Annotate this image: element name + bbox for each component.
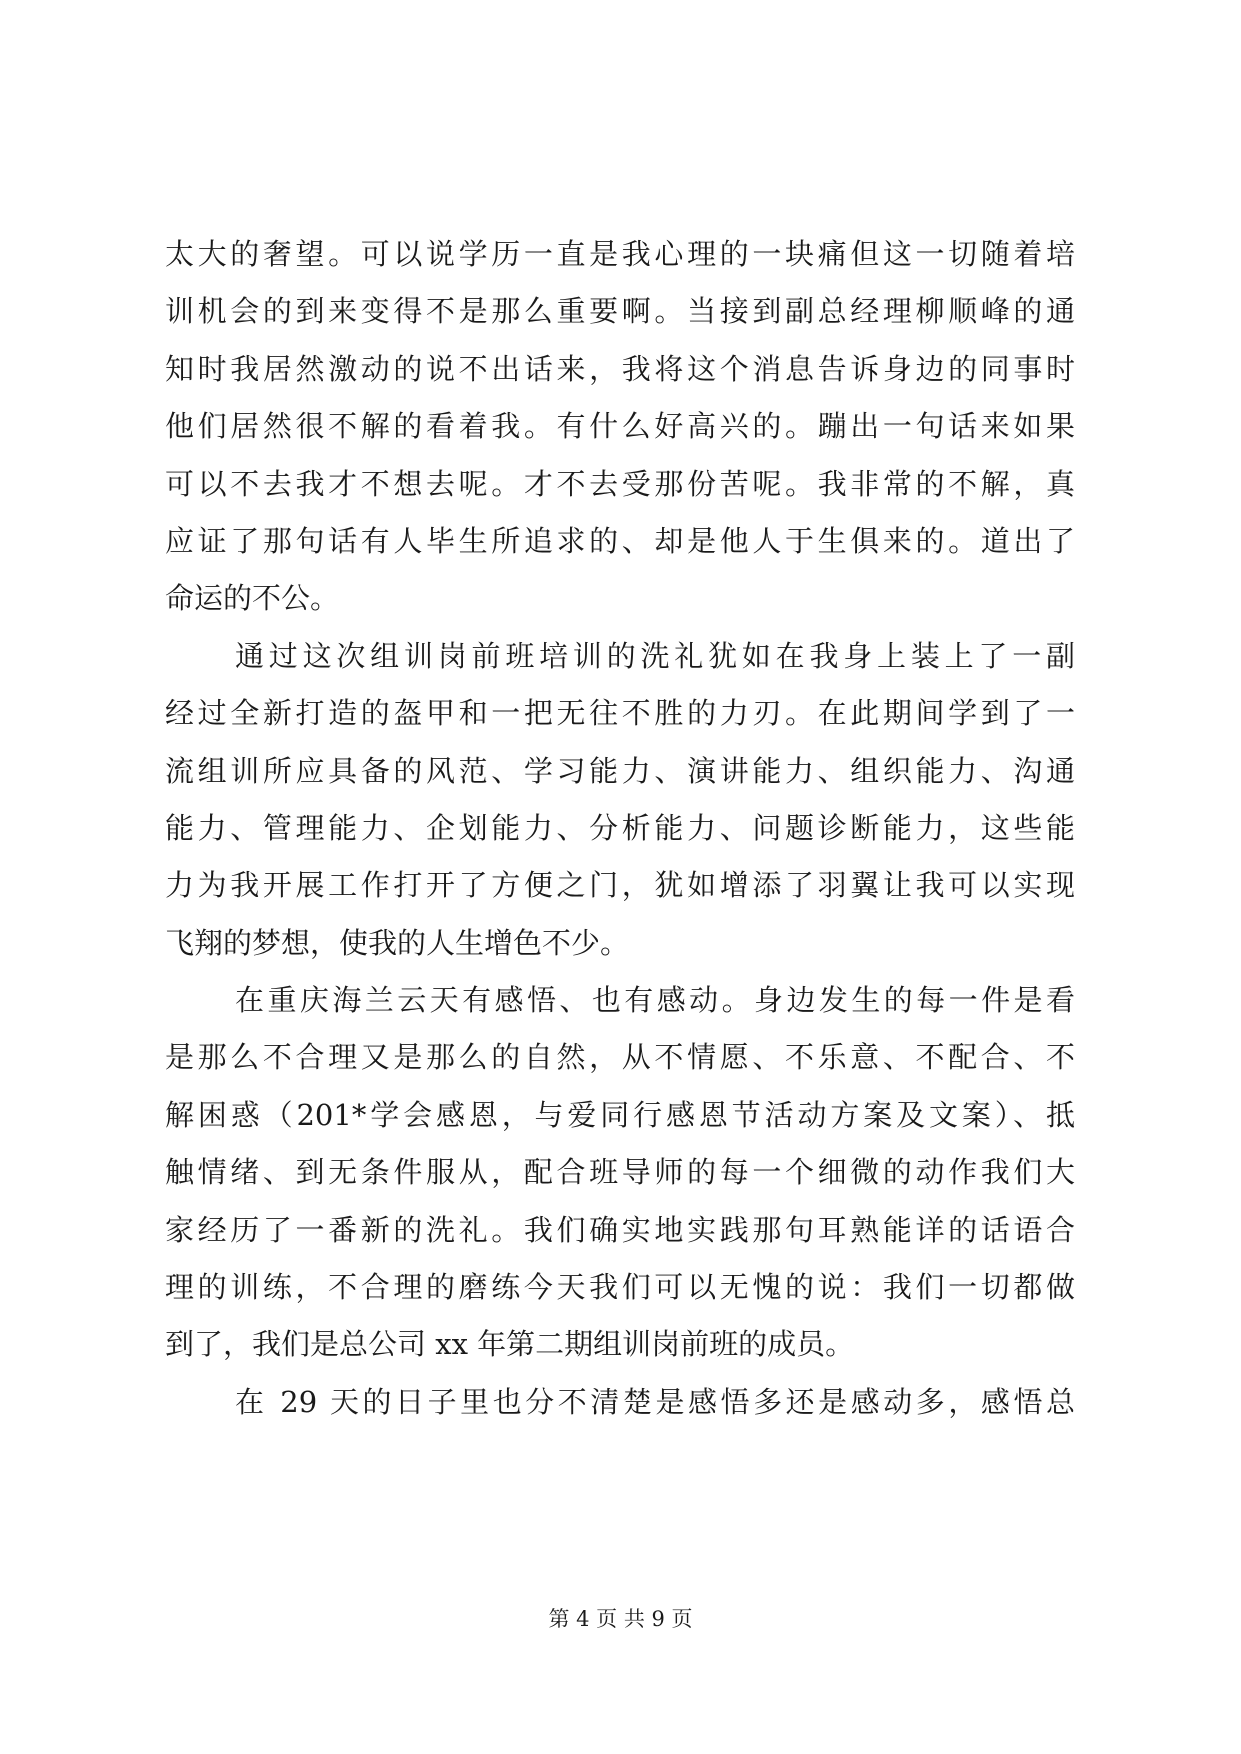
paragraph-2-line-5: 力为我开展工作打开了方便之门，犹如增添了羽翼让我可以实现 [165, 868, 1075, 903]
page-number-footer: 第 4 页 共 9 页 [548, 1607, 693, 1631]
paragraph-1-line-5: 可以不去我才不想去呢。才不去受那份苦呢。我非常的不解，真 [165, 466, 1075, 501]
paragraph-1-line-1: 太大的奢望。可以说学历一直是我心理的一块痛但这一切随着培 [165, 237, 1075, 271]
paragraph-3-line-3: 解困惑（201*学会感恩，与爱同行感恩节活动方案及文案）、抵 [165, 1097, 1075, 1132]
paragraph-2-line-4: 能力、管理能力、企划能力、分析能力、问题诊断能力，这些能 [165, 810, 1075, 845]
paragraph-3-line-6: 理的训练，不合理的磨练今天我们可以无愧的说：我们一切都做 [165, 1270, 1075, 1305]
paragraph-3-line-7: 到了，我们是总公司 xx 年第二期组训岗前班的成员。 [165, 1327, 855, 1362]
paragraph-2-line-2: 经过全新打造的盔甲和一把无往不胜的力刃。在此期间学到了一 [165, 696, 1075, 731]
paragraph-3-line-1: 在重庆海兰云天有感悟、也有感动。身边发生的每一件是看 [235, 983, 1075, 1018]
document-body [165, 226, 1075, 1431]
paragraph-1-line-4: 他们居然很不解的看着我。有什么好高兴的。蹦出一句话来如果 [165, 409, 1075, 444]
paragraph-3-line-2: 是那么不合理又是那么的自然，从不情愿、不乐意、不配合、不 [165, 1040, 1075, 1075]
paragraph-3-line-4: 触情绪、到无条件服从，配合班导师的每一个细微的动作我们大 [165, 1155, 1075, 1190]
paragraph-1-line-6: 应证了那句话有人毕生所追求的、却是他人于生俱来的。道出了 [165, 523, 1075, 558]
paragraph-2-line-6: 飞翔的梦想，使我的人生增色不少。 [165, 925, 630, 960]
paragraph-1-line-3: 知时我居然激动的说不出话来，我将这个消息告诉身边的同事时 [165, 351, 1075, 386]
paragraph-2-line-1: 通过这次组训岗前班培训的洗礼犹如在我身上装上了一副 [235, 638, 1075, 673]
paragraph-4-line-1: 在 29 天的日子里也分不清楚是感悟多还是感动多，感悟总 [235, 1384, 1075, 1419]
paragraph-1-line-2: 训机会的到来变得不是那么重要啊。当接到副总经理柳顺峰的通 [165, 294, 1075, 329]
paragraph-2-line-3: 流组训所应具备的风范、学习能力、演讲能力、组织能力、沟通 [165, 753, 1075, 788]
paragraph-3-line-5: 家经历了一番新的洗礼。我们确实地实践那句耳熟能详的话语合 [165, 1212, 1075, 1247]
paragraph-1-line-7: 命运的不公。 [165, 581, 340, 616]
